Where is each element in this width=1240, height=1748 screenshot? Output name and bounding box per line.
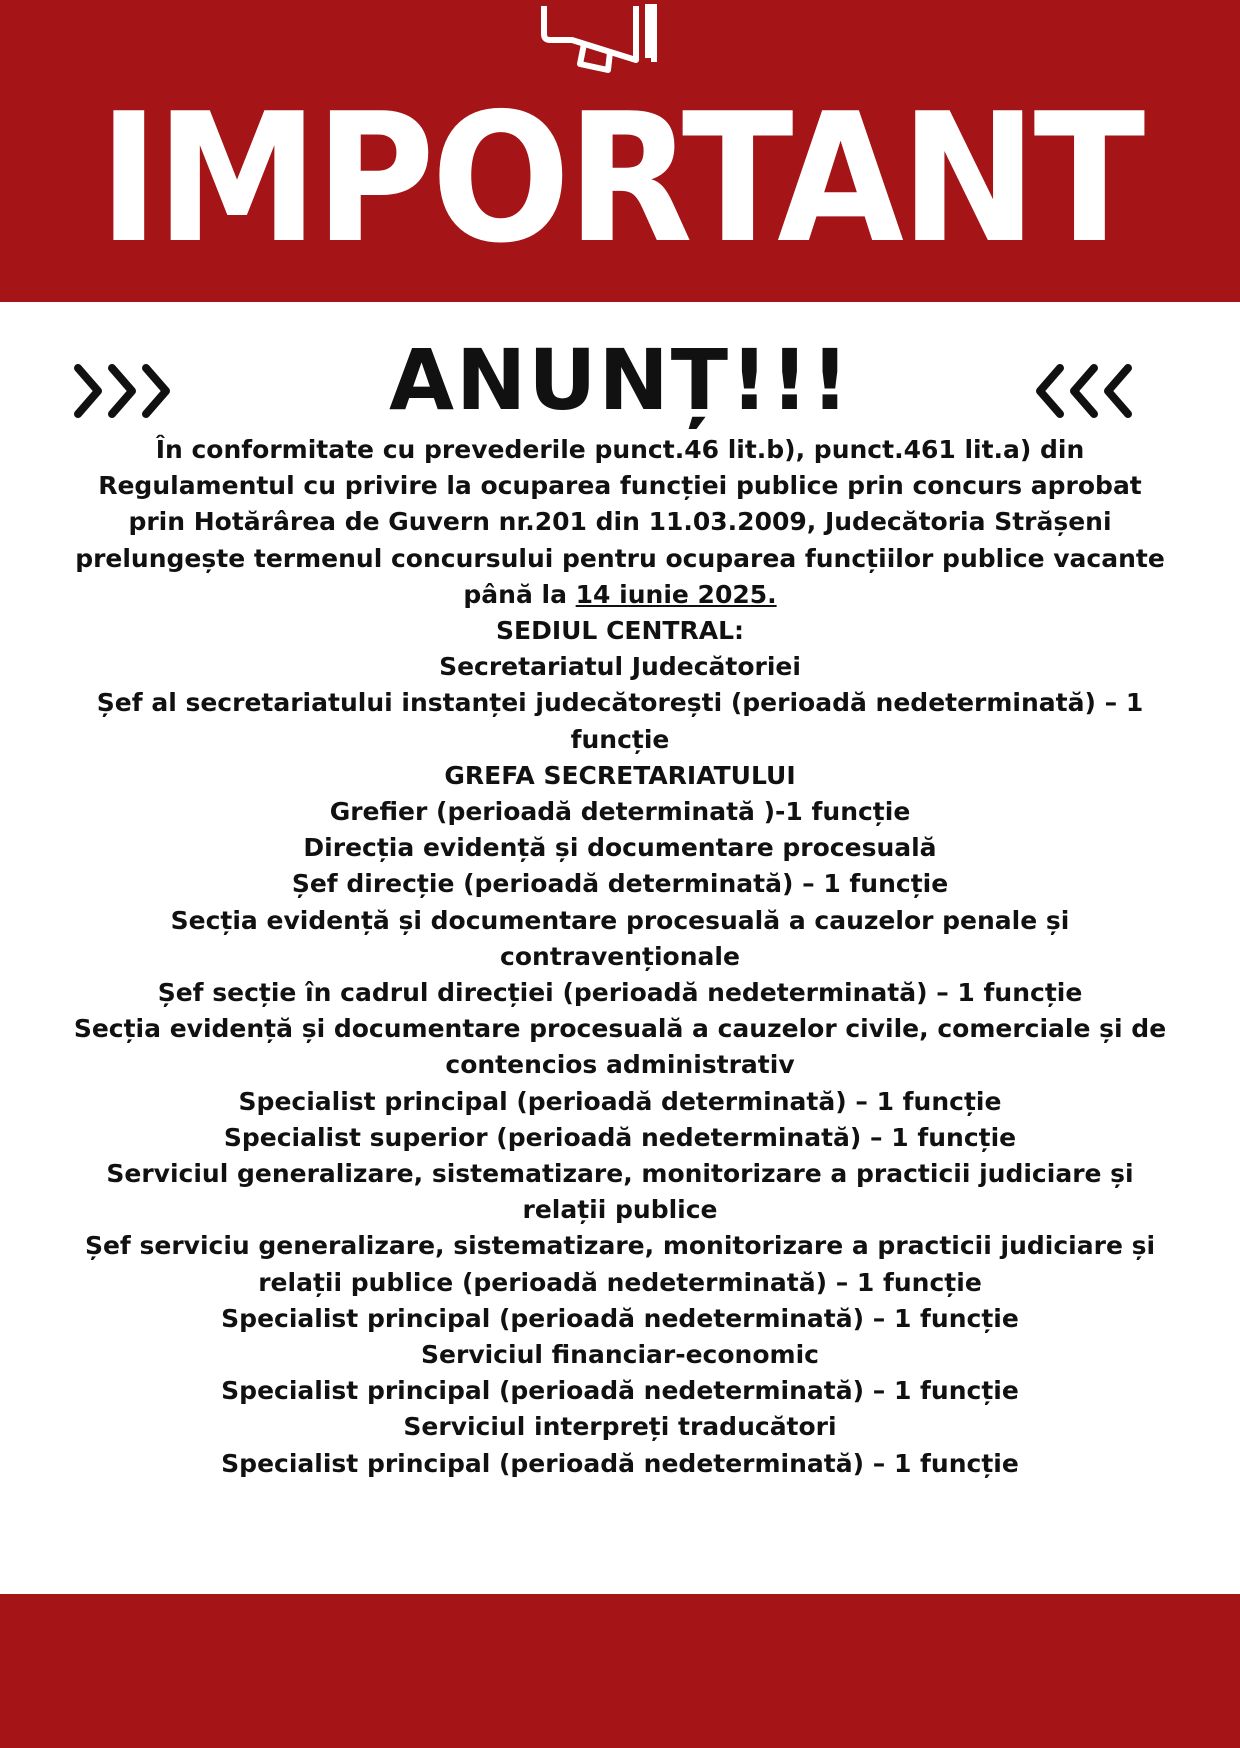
intro-text: În conformitate cu prevederile punct.46 lit.b), punct.461 lit.a) din Regulamentul cu privire la ocuparea funcției publice prin concurs aprobat prin Hotărârea de Guvern nr.201 din 11.03.2009, Judecătoria Strășeni prelungește termenul concursului pentru ocuparea funcțiilor publice vacante până la xyxy=(75,435,1165,609)
section-line: Direcția evidență și documentare procesuală xyxy=(303,833,937,863)
section-line: Grefier (perioadă determinată )-1 funcție xyxy=(329,797,911,827)
section-line: SEDIUL CENTRAL: xyxy=(496,616,744,646)
section-line: Specialist principal (perioadă nedeterminată) – 1 funcție xyxy=(221,1376,1019,1406)
banner-title: IMPORTANT xyxy=(98,75,1142,282)
section-line: Șef direcție (perioadă determinată) – 1 funcție xyxy=(291,869,949,899)
section-line: Secția evidență și documentare procesuală a cauzelor civile, comerciale și de contencios administrativ xyxy=(73,1014,1167,1080)
deadline-date: 14 iunie 2025. xyxy=(575,579,777,609)
section-line: Serviciul financiar-economic xyxy=(421,1340,819,1370)
chevrons-left-icon xyxy=(1030,360,1140,422)
section-line: Specialist principal (perioadă nedeterminată) – 1 funcție xyxy=(221,1448,1019,1478)
section-line: Șef secție în cadrul direcției (perioadă nedeterminată) – 1 funcție xyxy=(157,978,1083,1008)
section-line: Specialist principal (perioadă determinată) – 1 funcție xyxy=(238,1086,1002,1116)
section-line: Secția evidență și documentare procesuală a cauzelor penale și contravenționale xyxy=(170,905,1070,971)
section-line: Specialist principal (perioadă nedeterminată) – 1 funcție xyxy=(221,1303,1019,1333)
section-line: Șef al secretariatului instanței judecătorești (perioadă nedeterminată) – 1 funcție xyxy=(96,688,1144,754)
chevrons-right-icon xyxy=(68,360,178,422)
section-line: Șef serviciu generalizare, sistematizare, monitorizare a practicii judiciare și relații publice (perioadă nedeterminată) – 1 funcție xyxy=(84,1231,1156,1297)
top-red-band xyxy=(0,0,1240,302)
section-line: Specialist superior (perioadă nedeterminată) – 1 funcție xyxy=(223,1122,1017,1152)
section-line: Serviciul generalizare, sistematizare, monitorizare a practicii judiciare și relații publice xyxy=(106,1159,1134,1225)
announcement-heading: ANUNȚ!!! xyxy=(388,331,852,429)
bottom-red-band xyxy=(0,1594,1240,1748)
section-line: Serviciul interpreți traducători xyxy=(403,1412,837,1442)
section-line: Secretariatul Judecătoriei xyxy=(439,652,801,682)
megaphone-icon xyxy=(532,0,672,76)
intro-paragraph xyxy=(70,432,1170,613)
announcement-body xyxy=(70,432,1170,1482)
section-line: GREFA SECRETARIATULUI xyxy=(444,760,796,790)
